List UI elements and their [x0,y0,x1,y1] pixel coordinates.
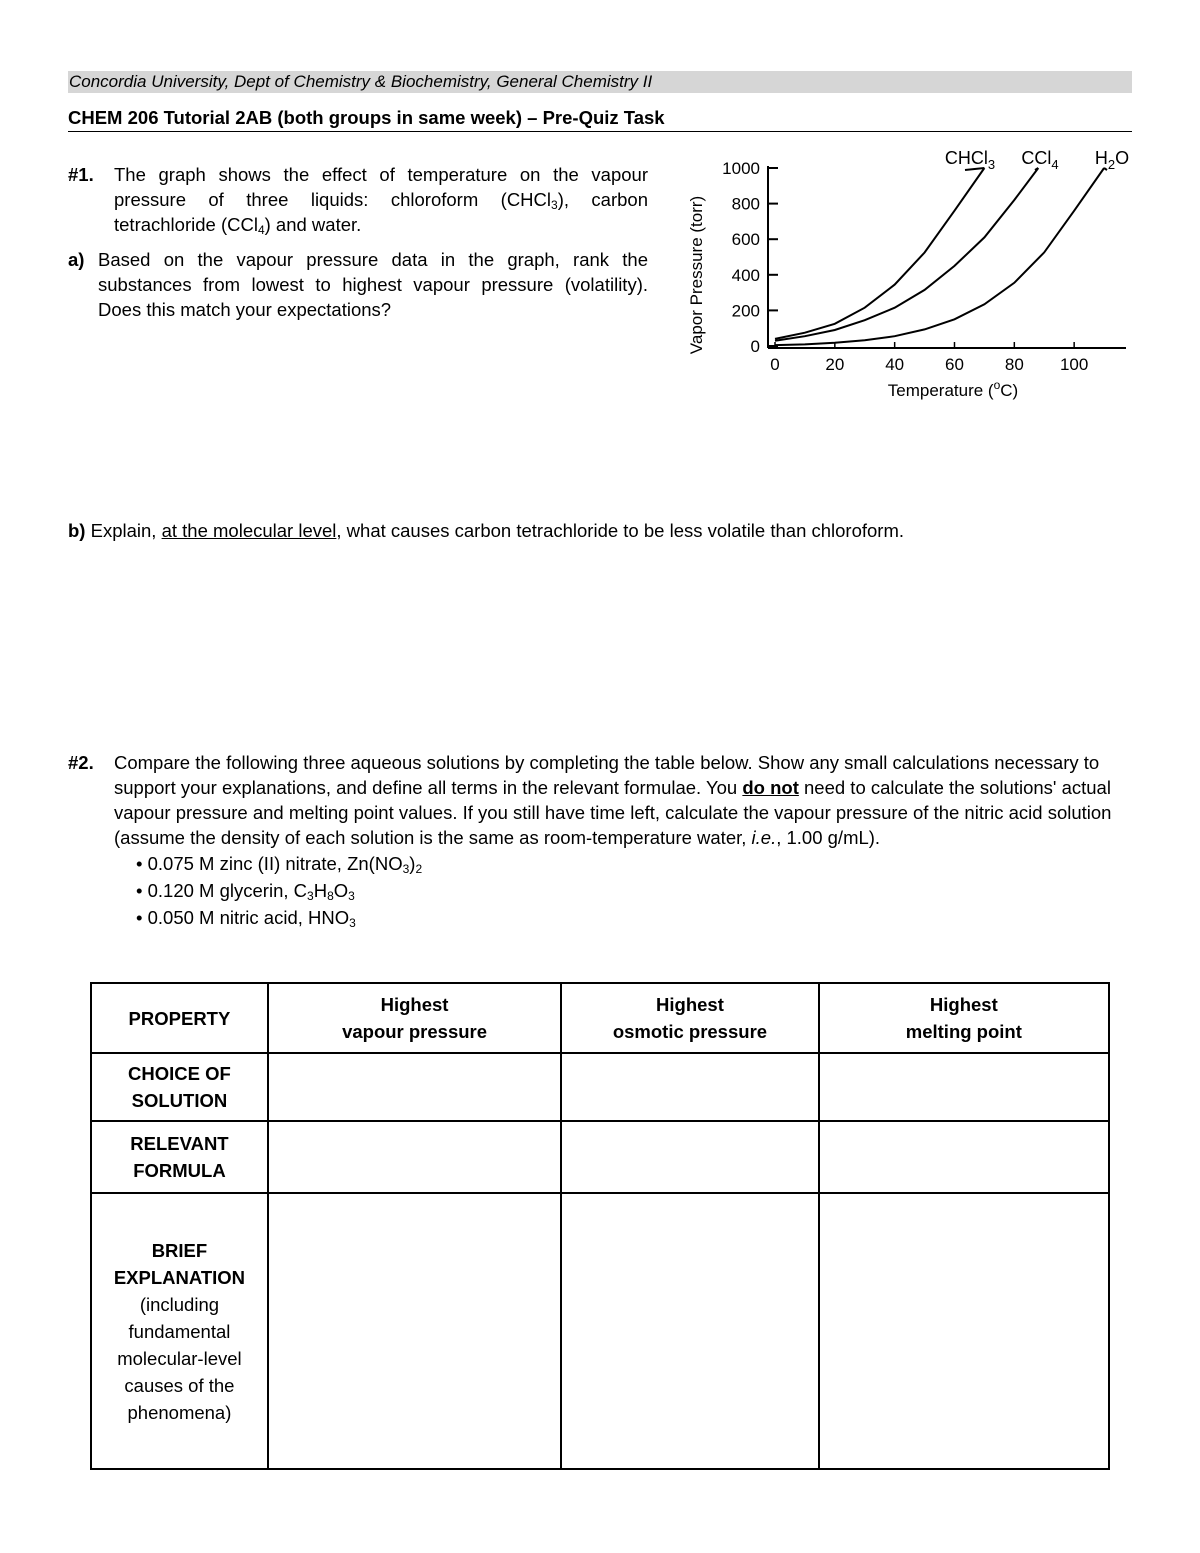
series-label: CCl$_4$ [1021,148,1059,172]
answer-cell[interactable] [268,1193,561,1469]
header-melting-point: Highest melting point [819,983,1109,1053]
y-tick-label: 1000 [722,159,760,178]
table-row [91,1053,1109,1121]
answer-cell[interactable] [268,1053,561,1121]
question-1 [68,162,648,322]
list-item: • 0.075 M zinc (II) nitrate, $Zn(NO_3)_2$ [136,853,423,876]
header-osmotic-pressure: Highest osmotic pressure [561,983,818,1053]
vapour-pressure-chart [680,140,1140,410]
question-1b [68,518,1132,543]
question-1-number: #1. [68,164,94,185]
y-tick-label: 400 [731,265,760,285]
solution-list [114,850,1130,931]
list-item: • 0.050 M nitric acid, $HNO_3$ [136,907,356,930]
answer-cell[interactable] [819,1121,1109,1193]
y-tick-label: 800 [731,194,760,214]
series-label: CHCl$_3$ [944,148,996,172]
chart-x-label: Temperature ($^o$C) [887,378,1019,400]
page-title: CHEM 206 Tutorial 2AB (both groups in same week) – Pre-Quiz Task [68,107,665,128]
x-tick-label: 80 [1004,355,1024,374]
list-item: • 0.120 M glycerin, $C_3H_8O_3$ [136,880,355,903]
answer-cell[interactable] [819,1193,1109,1469]
series-label: $H_2O$ [1094,148,1130,172]
header-vapour-pressure: Highest vapour pressure [268,983,561,1053]
property-table [90,982,1110,1470]
x-tick-label: 20 [825,355,845,374]
series-leader-line [1104,168,1107,170]
title-divider [68,131,1132,132]
question-2 [68,750,1130,931]
y-tick-label: 200 [731,301,760,321]
series-line-1 [775,168,1038,341]
row-label-formula: RELEVANT FORMULA [91,1121,268,1193]
header-property: PROPERTY [91,983,268,1053]
chart-axes [768,166,1126,348]
answer-cell[interactable] [819,1053,1109,1121]
question-1b-text: Explain, at the molecular level, what causes carbon tetrachloride to be less volatile than chloroform. [90,520,905,541]
y-tick-label: 0 [750,337,760,356]
answer-cell[interactable] [561,1193,818,1469]
question-2-number: #2. [68,752,94,773]
question-1a-text: Based on the vapour pressure data in the graph, rank the substances from lowest to highest vapour pressure (volatility). Does this match your expectations? [98,249,648,320]
x-tick-label: 60 [945,355,964,374]
table-row [91,1121,1109,1193]
question-2-text: Compare the following three aqueous solutions by completing the table below. Show any small calculations necessary to support your explanations, and define all terms in the relevant formulae. You do not need to calculate the solutions' actual vapour pressure and melting point values. If you still have time left, calculate the vapour pressure of the nitric acid solution (assume the density of each solution is the same as room-temperature water, i.e., 1.00 g/mL). [114,752,1112,848]
series-line-2 [775,168,1104,345]
question-1-intro: The graph shows the effect of temperature on the vapour pressure of three liquids: chloroform (CHCl$_3$), carbon tetrachloride (CCl$_4$) and water. [114,164,648,237]
x-tick-label: 100 [1059,355,1089,374]
table-row [91,1193,1109,1469]
series-leader-line [965,168,984,170]
question-1b-label: b) [68,520,86,541]
question-1a-label: a) [68,249,85,270]
answer-cell[interactable] [561,1121,818,1193]
institution-header: Concordia University, Dept of Chemistry & Biochemistry, General Chemistry II [68,71,1132,93]
table-header-row [91,983,1109,1053]
answer-cell[interactable] [561,1053,818,1121]
answer-cell[interactable] [268,1121,561,1193]
x-tick-label: 40 [885,355,905,374]
y-tick-label: 600 [731,230,760,250]
row-label-explanation: BRIEF EXPLANATION (including fundamental molecular-level causes of the phenomena) [91,1193,268,1469]
x-tick-label: 0 [770,355,780,374]
row-label-choice: CHOICE OF SOLUTION [91,1053,268,1121]
chart-y-label: Vapor Pressure (torr) [687,195,706,355]
